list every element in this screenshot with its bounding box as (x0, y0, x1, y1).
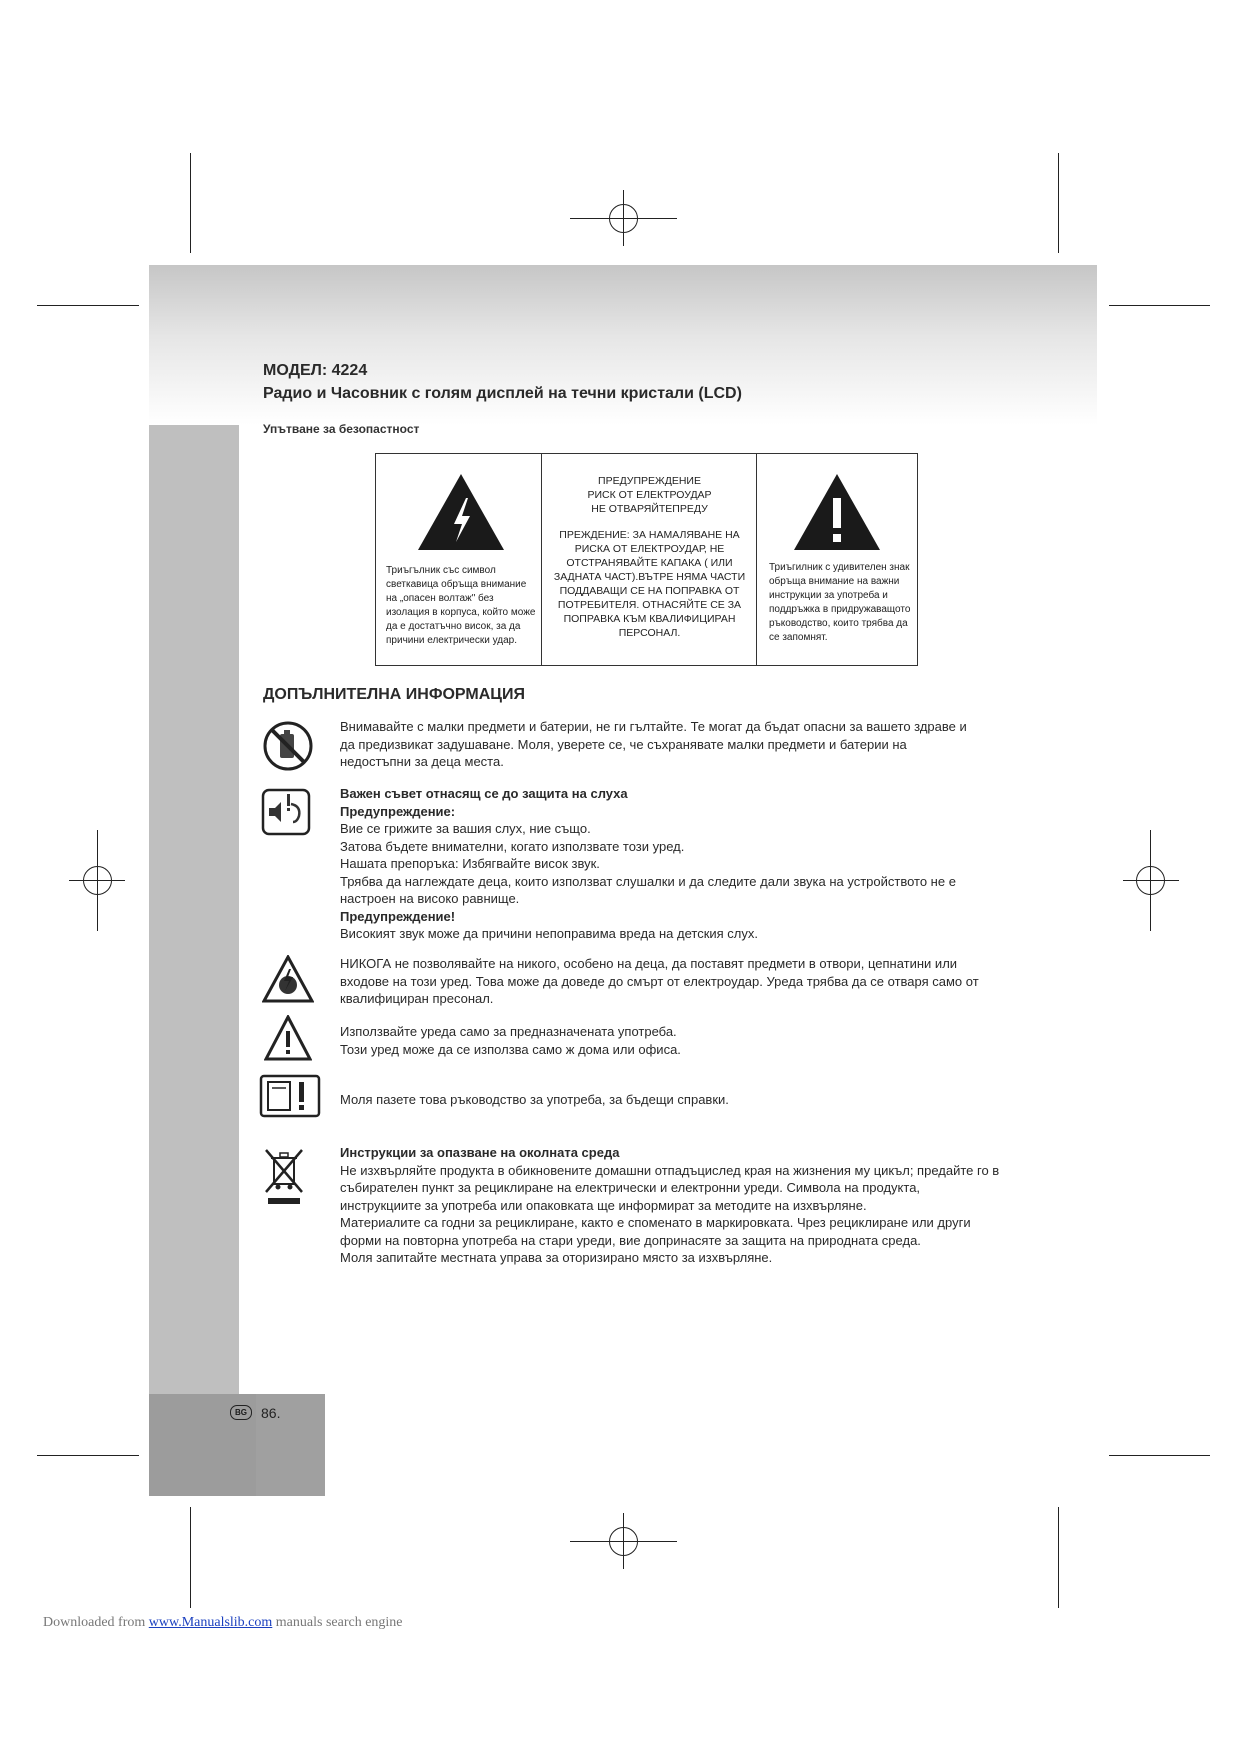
environment-paragraph: Материалите са годни за рециклиране, както е споменато в маркировката. Чрез рециклиране или други форми на повторна употреба на стари уреди, вие допринасяте за защита на природната среда. (340, 1215, 971, 1248)
warning-left-caption: Триъгълник със символ светкавица обръща внимание на „опасен волтаж" без изолация в корпуса, който може да е достатъчно висок, за да причини електрически удар. (386, 565, 536, 646)
caution-icon (264, 1015, 312, 1061)
registration-mark (609, 204, 638, 233)
crop-mark (190, 1507, 191, 1608)
download-suffix: manuals search engine (275, 1615, 403, 1630)
no-swallow-icon (262, 720, 314, 772)
manual-book-icon (259, 1074, 321, 1118)
usage-block (340, 1023, 1000, 1058)
manual-text: Моля пазете това ръководство за употреба, за бъдещи справки. (340, 1092, 729, 1107)
warning-center-body: ПРЕЖДЕНИЕ: ЗА НАМАЛЯВАНЕ НА РИСКА ОТ ЕЛЕКТРОУДАР, НЕ ОТСТРАНЯВАЙТЕ КАПАКА ( ИЛИ ЗАДНАТА ЧАСТ).ВЪТРЕ НЯМА ЧАСТИ ПОДДАВАЩИ СЕ НА ПОПРАВКА ОТ ПОТРЕБИТЕЛЯ. ОТНАСЯЙТЕ СЕ ЗА ПОПРАВКА КЪМ КВАЛИФИЦИРАН ПЕРСОНАЛ. (553, 529, 746, 639)
download-footer (43, 1615, 403, 1631)
download-prefix: Downloaded from (43, 1615, 146, 1630)
hearing-block (340, 785, 1000, 943)
crop-mark (1058, 153, 1059, 253)
safety-heading: Упътване за безопастност (263, 422, 420, 436)
environment-heading: Инструкции за опазване на околната среда (340, 1145, 620, 1160)
page-number: 86. (261, 1405, 281, 1421)
small-parts-text: Внимавайте с малки предмети и батерии, не ги гълтайте. Те могат да бъдат опасни за вашето здраве и да предизвикат задушаване. Моля, уверете се, че съхранявате малки предмети и батерии на недостъпни за деца места. (340, 719, 967, 769)
electric-shock-icon (262, 955, 314, 1003)
hearing-line: Нашата препоръка: Избягвайте висок звук. (340, 856, 600, 871)
hearing-warning-icon (261, 788, 311, 836)
crop-mark (1109, 1455, 1210, 1456)
registration-mark (83, 866, 112, 895)
crop-mark (1058, 1507, 1059, 1608)
hearing-line: Високият звук може да причини непоправима вреда на детския слух. (340, 926, 758, 941)
exclamation-warning-icon (792, 472, 882, 552)
environment-paragraph: Моля запитайте местната управа за оторизирано място за изхвърляне. (340, 1250, 773, 1265)
warning-cell-left (376, 454, 541, 665)
environment-block (340, 1144, 1000, 1267)
hearing-line: Затова бъдете внимателни, когато използвате този уред. (340, 838, 685, 854)
crop-mark (190, 153, 191, 253)
warning-right-caption: Триъгилник с удивителен знак обръща внимание на важни инструкции за употреба и поддръжка в придружаващото ръководство, които трябва да се запомнят. (769, 562, 911, 643)
crop-mark (37, 1455, 139, 1456)
warning-cell-right (756, 454, 917, 665)
hearing-line: Трябва да наглеждате деца, които използват слушалки и да следите дали звука на устройството не е настроен на високо равнище. (340, 873, 956, 906)
page-subtitle: Радио и Часовник с голям дисплей на течни кристали (LCD) (263, 385, 742, 402)
usage-line: Използвайте уреда само за предназначената употреба. (340, 1024, 677, 1039)
hearing-heading: Важен съвет отнасящ се до защита на слуха (340, 786, 628, 801)
section-title: ДОПЪЛНИТЕЛНА ИНФОРМАЦИЯ (263, 686, 525, 703)
model-title: МОДЕЛ: 4224 (263, 362, 368, 379)
warning-table (375, 453, 918, 666)
manualslib-link[interactable]: www.Manualslib.com (148, 1615, 273, 1630)
hearing-warning-label: Предупреждение! (340, 908, 456, 924)
registration-mark (609, 1527, 638, 1556)
warning-center-title: ПРЕДУПРЕЖДЕНИЕ РИСК ОТ ЕЛЕКТРОУДАР НЕ ОТВАРЯЙТЕПРЕДУ (587, 475, 712, 515)
crop-mark (37, 305, 139, 306)
hearing-line: Вие се грижите за вашия слух, ние също. (340, 821, 591, 836)
registration-mark (1136, 866, 1165, 895)
never-text: НИКОГА не позволявайте на никого, особено на деца, да поставят предмети в отвори, цепнатини или входове на този уред. Това може да доведе до смърт от електроудар. Уреда трябва да се отваря само от квалифициран пресонал. (340, 956, 979, 1006)
environment-paragraph: Не изхвърляйте продукта в обикновените домашни отпадъцислед края на жизнения му цикъл; предайте го в събирателен пункт за рециклиране на електрически и електронни уреди. Символа на продукта, инструкциите за употреба или опаковката ще информират за методите на изхвърляне. (340, 1162, 1000, 1213)
side-bar (149, 425, 239, 1394)
language-badge: BG (230, 1405, 252, 1420)
usage-line: Този уред може да се използва само ж дома или офиса. (340, 1041, 681, 1057)
lightning-warning-icon (416, 472, 506, 552)
wheelie-bin-crossed-icon (262, 1146, 306, 1206)
crop-mark (1109, 305, 1210, 306)
warning-cell-center (541, 454, 756, 665)
hearing-warning-label: Предупреждение: (340, 803, 456, 819)
